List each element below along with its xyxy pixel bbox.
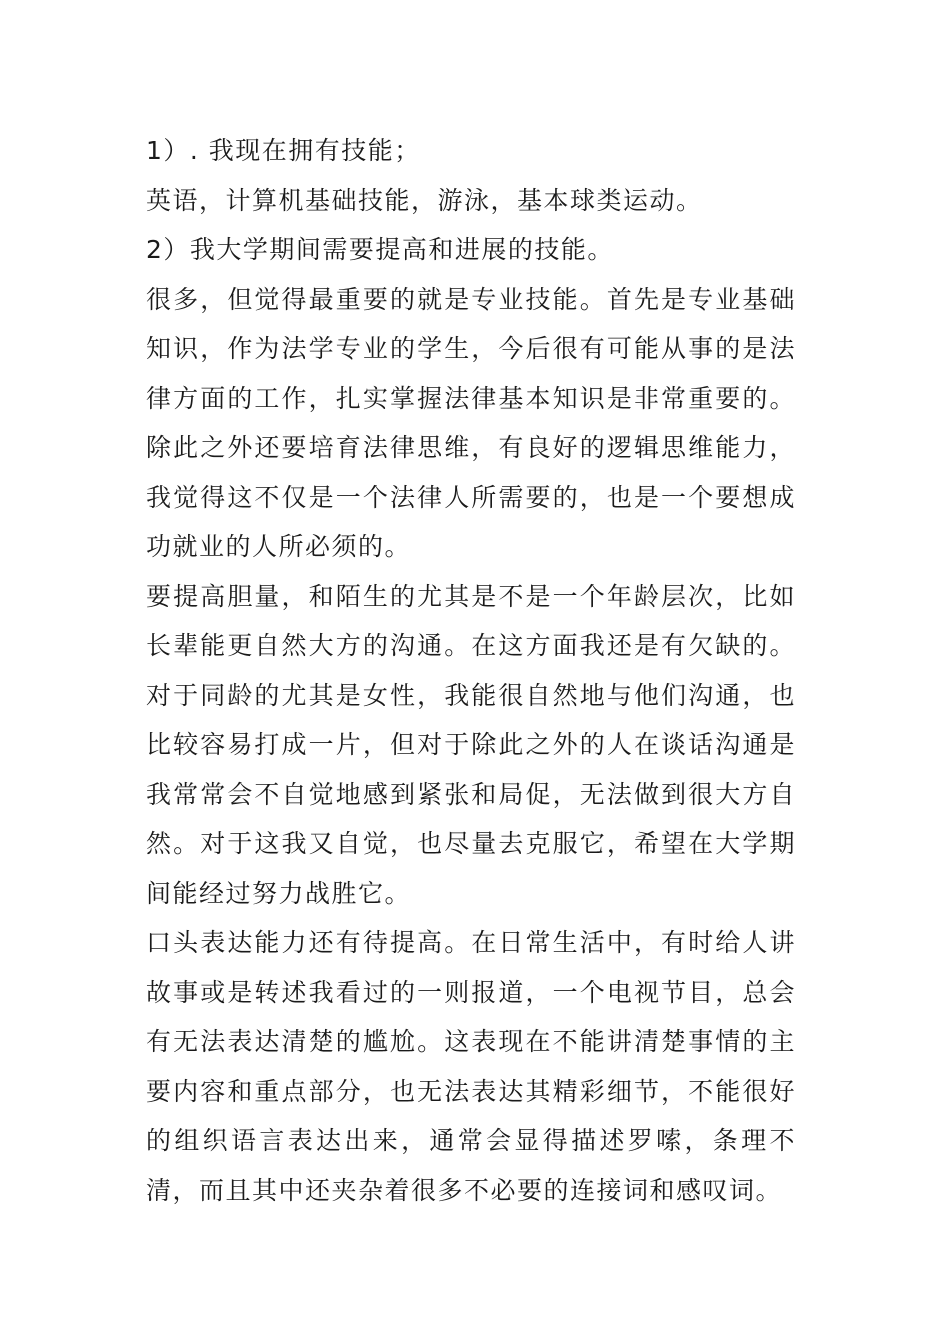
paragraph-improve-heading: 2）我大学期间需要提高和进展的技能。 xyxy=(146,235,614,264)
document-body xyxy=(146,126,796,1215)
paragraph-skills-heading: 1）. 我现在拥有技能； xyxy=(146,136,421,165)
paragraph-oral-expression: 口头表达能力还有待提高。在日常生活中，有时给人讲故事或是转述我看过的一则报道，一个电视节目，总会有无法表达清楚的尴尬。这表现在不能讲清楚事情的主要内容和重点部分，也无法表达其精彩细节，不能很好的组织语言表达出来，通常会显得描述罗嗦，条理不清，而且其中还夹杂着很多不必要的连接词和感叹词。 xyxy=(146,928,796,1205)
paragraph-professional-skills: 很多，但觉得最重要的就是专业技能。首先是专业基础知识，作为法学专业的学生，今后很有可能从事的是法律方面的工作，扎实掌握法律基本知识是非常重要的。除此之外还要培育法律思维，有良好的逻辑思维能力，我觉得这不仅是一个法律人所需要的，也是一个要想成功就业的人所必须的。 xyxy=(146,284,796,561)
paragraph-courage: 要提高胆量，和陌生的尤其是不是一个年龄层次，比如长辈能更自然大方的沟通。在这方面我还是有欠缺的。对于同龄的尤其是女性，我能很自然地与他们沟通，也比较容易打成一片，但对于除此之外的人在谈话沟通是我常常会不自觉地感到紧张和局促，无法做到很大方自然。对于这我又自觉，也尽量去克服它，希望在大学期间能经过努力战胜它。 xyxy=(146,581,796,908)
paragraph-skills-list: 英语，计算机基础技能，游泳，基本球类运动。 xyxy=(146,185,703,215)
